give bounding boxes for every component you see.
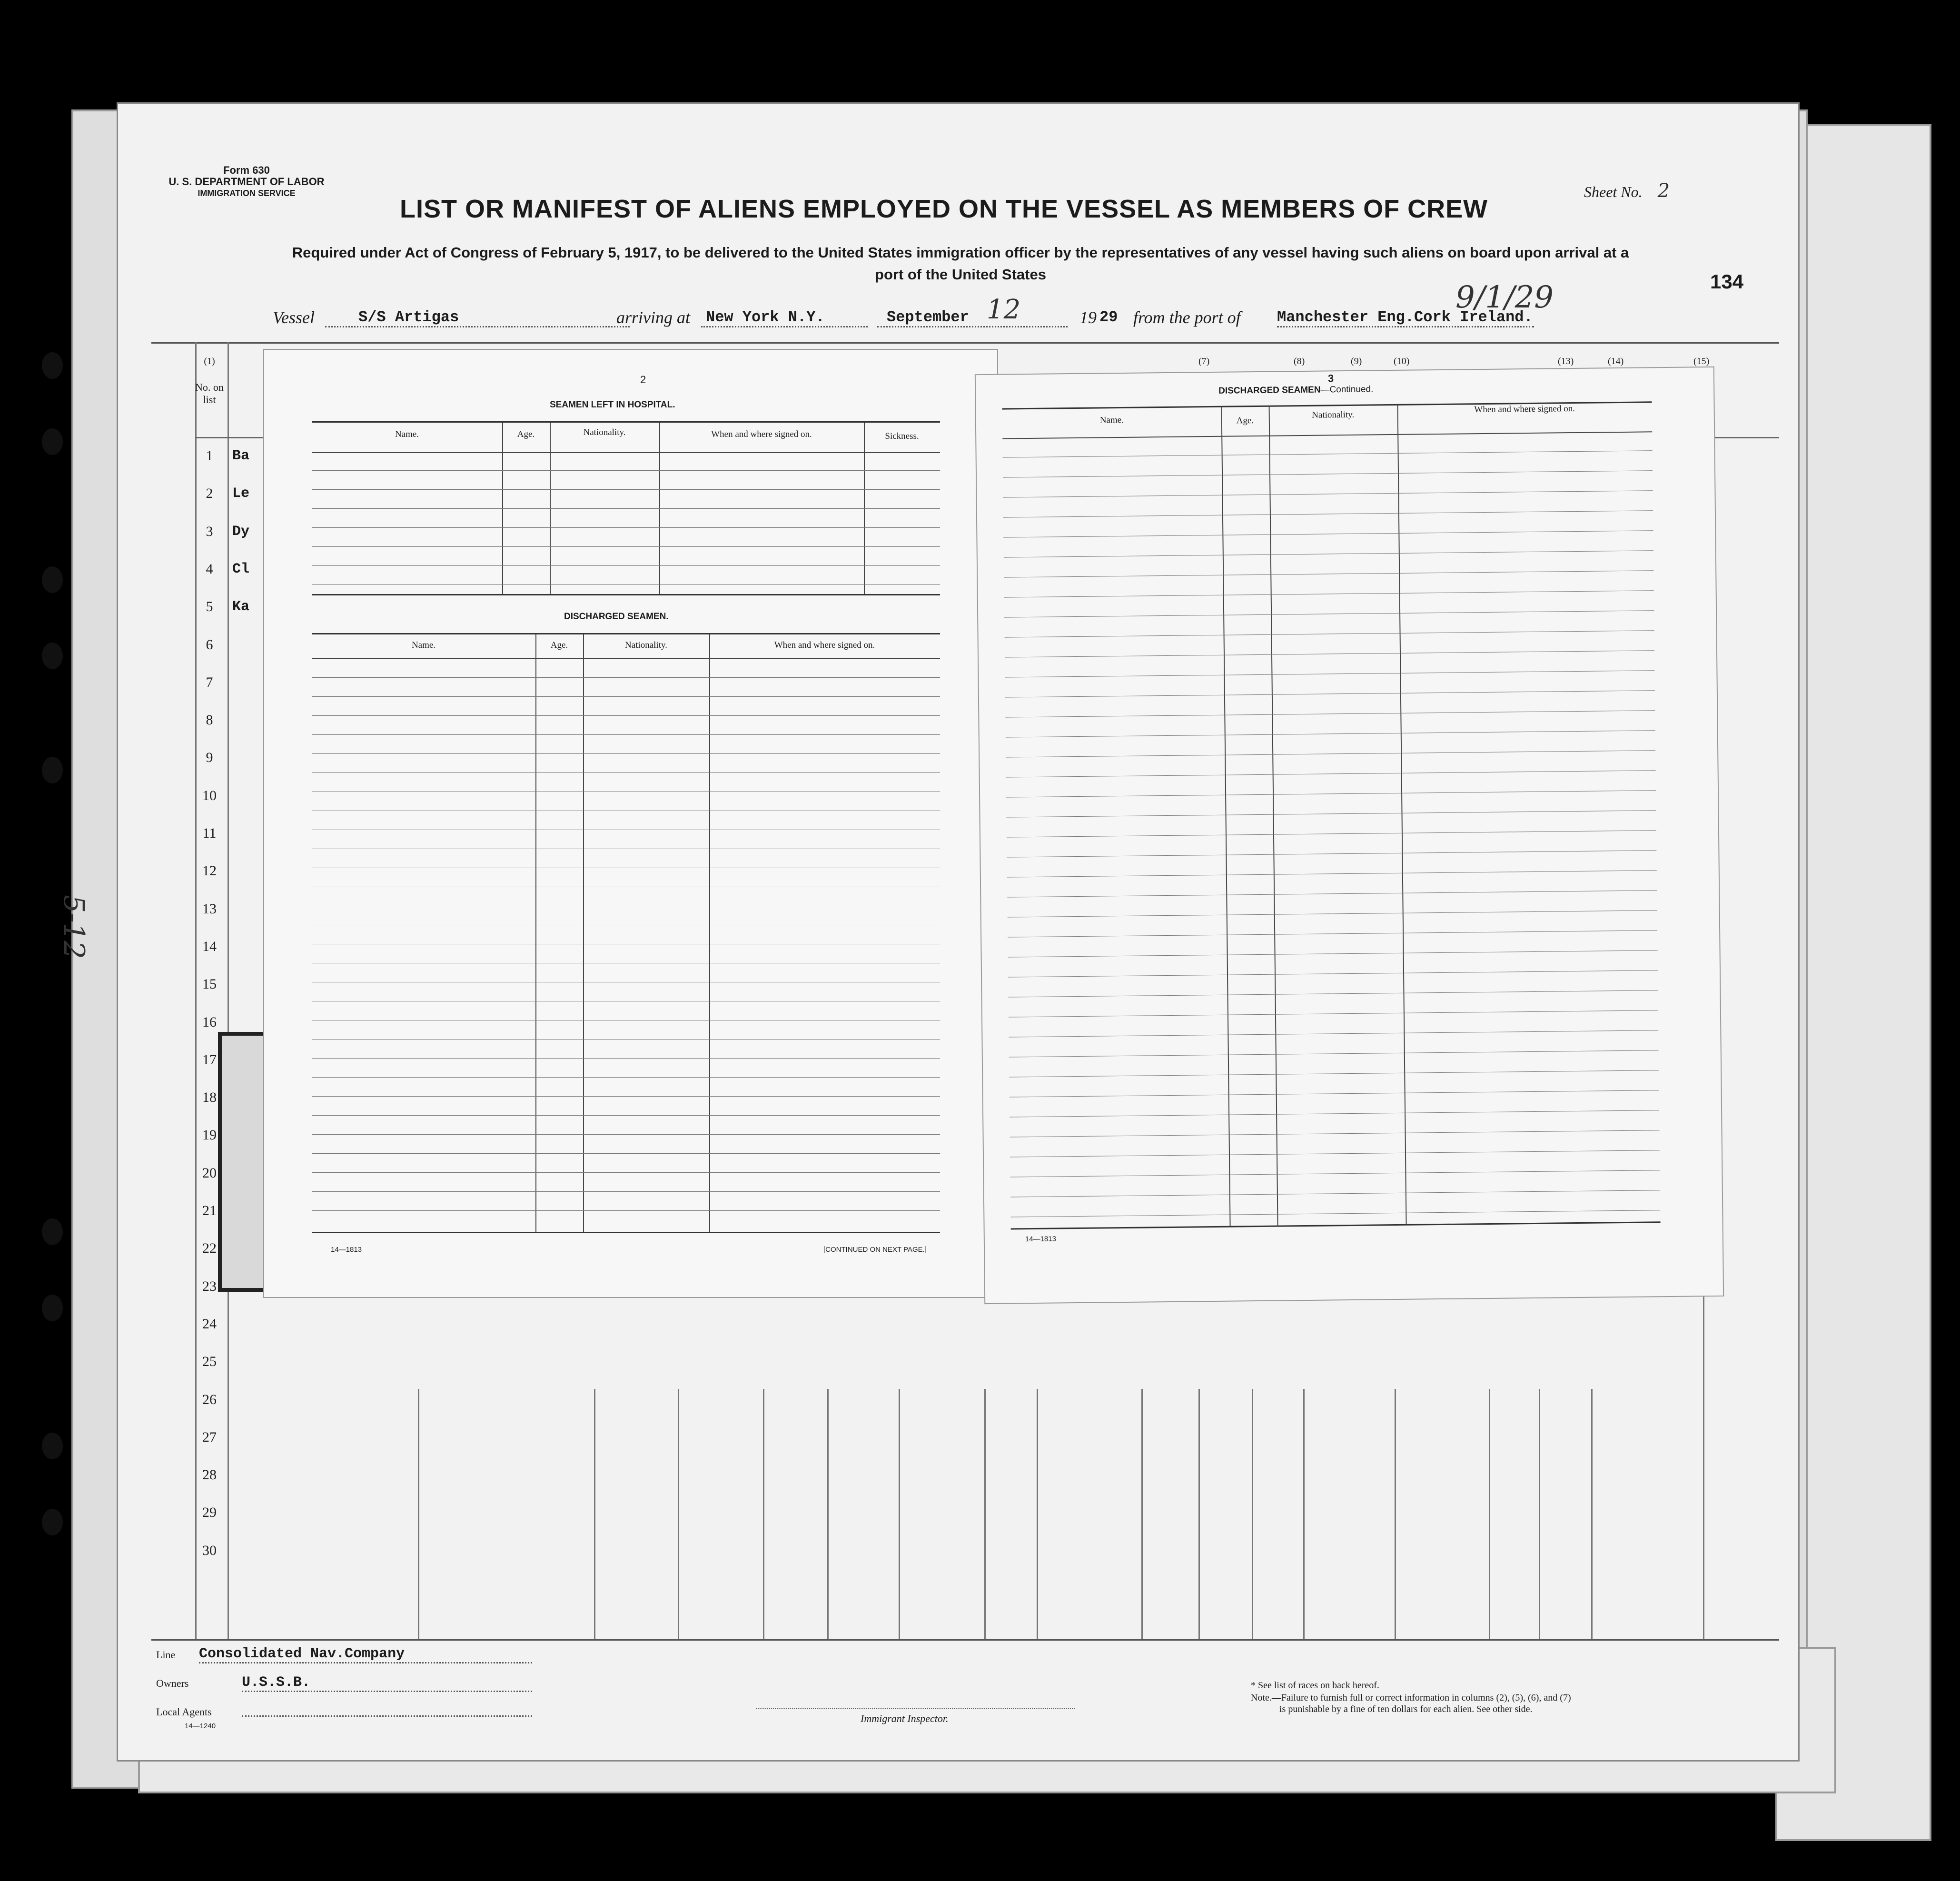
ruled-line bbox=[1008, 970, 1658, 977]
ruled-line bbox=[1010, 1090, 1659, 1097]
binder-hole bbox=[42, 352, 63, 379]
right-insert-page bbox=[976, 367, 1723, 1303]
ruled-line bbox=[312, 677, 940, 678]
owners-label: Owners bbox=[156, 1677, 189, 1689]
arrival-month: September bbox=[877, 308, 1068, 327]
row-number: 20 bbox=[202, 1165, 217, 1181]
binder-hole bbox=[42, 566, 63, 593]
from-label: from the port of bbox=[1133, 308, 1241, 327]
hospital-title: SEAMEN LEFT IN HOSPITAL. bbox=[550, 400, 675, 410]
ruled-line bbox=[312, 715, 940, 716]
subtitle-line-2: port of the United States bbox=[875, 266, 1046, 283]
ruled-line bbox=[1004, 590, 1654, 597]
ruled-line bbox=[312, 527, 940, 528]
ruled-line bbox=[312, 584, 940, 585]
line-label: Line bbox=[156, 1649, 176, 1661]
agents-value-line bbox=[242, 1715, 532, 1717]
ruled-line bbox=[1008, 910, 1657, 917]
row-number: 5 bbox=[206, 599, 213, 615]
row-number: 18 bbox=[202, 1089, 217, 1106]
form-subtitle bbox=[170, 242, 1751, 286]
year-prefix: 19 bbox=[1079, 308, 1097, 327]
penalty-note-1: Note.—Failure to furnish full or correct information in columns (2), (5), (6), and (7) bbox=[1251, 1693, 1571, 1703]
year-suffix: 29 bbox=[1099, 308, 1118, 326]
vessel-name: S/S Artigas bbox=[325, 308, 630, 327]
ruled-line bbox=[312, 1077, 940, 1078]
left-form-code: 14—1813 bbox=[331, 1246, 362, 1254]
right-header-age: Age. bbox=[1236, 416, 1254, 426]
ruled-line bbox=[312, 1191, 940, 1192]
partial-crew-name: Ka bbox=[232, 599, 250, 615]
left-insert-page bbox=[264, 350, 997, 1297]
right-column-header: (13) bbox=[1558, 356, 1574, 366]
row-number: 14 bbox=[202, 938, 217, 954]
ruled-line bbox=[312, 772, 940, 773]
ruled-line bbox=[1009, 990, 1658, 997]
departure-port: Manchester Eng.Cork Ireland. bbox=[1277, 308, 1534, 327]
right-column-header: (8) bbox=[1294, 356, 1305, 366]
row-number: 27 bbox=[202, 1429, 217, 1445]
form-info bbox=[166, 165, 327, 199]
partial-crew-name: Le bbox=[232, 485, 250, 502]
sheet-number-label bbox=[1584, 180, 1670, 202]
right-header-nationality: Nationality. bbox=[1312, 409, 1355, 420]
sheet-number: 2 bbox=[1657, 180, 1670, 202]
ruled-line bbox=[312, 753, 940, 754]
ruled-line bbox=[1009, 1070, 1659, 1077]
agents-code: 14—1240 bbox=[185, 1722, 216, 1730]
subtitle-line-1: Required under Act of Congress of February 5, 1917, to be delivered to the United States immigration officer by the representatives of any vessel having such aliens on board upon arrival at a bbox=[292, 244, 1629, 261]
col1-label: No. on list bbox=[195, 381, 224, 406]
partial-crew-name: Dy bbox=[232, 523, 250, 540]
discharged-header-nationality: Nationality. bbox=[625, 640, 667, 650]
right-insert-page-number: 3 bbox=[1327, 372, 1334, 385]
right-discharged-table bbox=[1002, 401, 1661, 1229]
ruled-line bbox=[1010, 1190, 1660, 1197]
ruled-line bbox=[312, 1153, 940, 1154]
hospital-header-name: Name. bbox=[395, 429, 419, 439]
ruled-line bbox=[312, 696, 940, 697]
ruled-line bbox=[312, 565, 940, 566]
ruled-line bbox=[1009, 1030, 1658, 1037]
page-number: 134 bbox=[1710, 270, 1744, 293]
ruled-line bbox=[1010, 1130, 1660, 1137]
inspector-label: Immigrant Inspector. bbox=[861, 1713, 949, 1724]
ruled-line bbox=[1006, 770, 1656, 777]
row-number: 15 bbox=[202, 976, 217, 992]
ruled-line bbox=[1006, 730, 1655, 737]
arrival-port: New York N.Y. bbox=[701, 308, 868, 327]
ruled-line bbox=[312, 1058, 940, 1059]
ruled-line bbox=[1005, 650, 1654, 657]
partial-crew-name: Cl bbox=[232, 561, 250, 577]
margin-note: 5-12 bbox=[57, 895, 90, 959]
row-number: 9 bbox=[206, 750, 213, 766]
ruled-line bbox=[312, 1096, 940, 1097]
ruled-line bbox=[1007, 890, 1657, 897]
row-number: 11 bbox=[202, 825, 217, 841]
discharged-title: DISCHARGED SEAMEN. bbox=[564, 612, 669, 622]
row-number: 23 bbox=[202, 1278, 217, 1294]
ruled-line bbox=[1007, 830, 1656, 837]
row-number: 12 bbox=[202, 863, 217, 879]
row-number: 6 bbox=[206, 636, 213, 653]
arrival-day: 12 bbox=[987, 294, 1021, 325]
ruled-line bbox=[1006, 750, 1655, 757]
ruled-line bbox=[312, 1172, 940, 1173]
agents-label: Local Agents bbox=[156, 1706, 212, 1718]
row-number: 30 bbox=[202, 1542, 217, 1558]
right-header-signed-on: When and where signed on. bbox=[1474, 403, 1575, 415]
row-number: 10 bbox=[202, 787, 217, 803]
row-number: 13 bbox=[202, 901, 217, 917]
binder-hole bbox=[42, 1218, 63, 1245]
ruled-line bbox=[312, 489, 940, 490]
ruled-line bbox=[1003, 510, 1653, 517]
row-number: 19 bbox=[202, 1127, 217, 1143]
arriving-label: arriving at bbox=[616, 308, 691, 327]
vessel-label: Vessel bbox=[273, 308, 315, 327]
right-column-header: (10) bbox=[1394, 356, 1410, 366]
penalty-note-2: is punishable by a fine of ten dollars for each alien. See other side. bbox=[1279, 1704, 1533, 1714]
col1-number: (1) bbox=[204, 356, 215, 366]
ruled-line bbox=[312, 470, 940, 471]
row-number: 1 bbox=[206, 448, 213, 464]
ruled-line bbox=[312, 734, 940, 735]
hospital-header-sickness: Sickness. bbox=[885, 431, 919, 441]
row-number: 22 bbox=[202, 1240, 217, 1257]
ruled-line bbox=[1009, 1010, 1658, 1017]
ruled-line bbox=[312, 546, 940, 547]
row-number: 8 bbox=[206, 712, 213, 728]
form-title: LIST OR MANIFEST OF ALIENS EMPLOYED ON THE VESSEL AS MEMBERS OF CREW bbox=[400, 195, 1488, 223]
col1-header bbox=[195, 356, 224, 406]
binder-hole bbox=[42, 1509, 63, 1535]
right-form-code: 14—1813 bbox=[1025, 1235, 1056, 1244]
binder-hole bbox=[42, 428, 63, 455]
line-value: Consolidated Nav.Company bbox=[199, 1646, 532, 1663]
hospital-header-nationality: Nationality. bbox=[583, 427, 626, 437]
races-note: * See list of races on back hereof. bbox=[1251, 1680, 1379, 1691]
binder-hole bbox=[42, 1295, 63, 1321]
ruled-line bbox=[312, 1115, 940, 1116]
form-service: IMMIGRATION SERVICE bbox=[198, 188, 296, 198]
right-header-name: Name. bbox=[1099, 415, 1124, 426]
sheet-label: Sheet No. bbox=[1584, 183, 1643, 200]
discharged-header-name: Name. bbox=[411, 640, 436, 650]
discharged-header-age: Age. bbox=[550, 640, 568, 650]
ruled-line bbox=[1005, 690, 1655, 697]
row-number: 4 bbox=[206, 561, 213, 577]
right-column-header: (14) bbox=[1608, 356, 1624, 366]
row-number: 2 bbox=[206, 485, 213, 502]
binder-hole bbox=[42, 757, 63, 783]
row-number: 25 bbox=[202, 1354, 217, 1370]
row-number: 29 bbox=[202, 1505, 217, 1521]
ruled-line bbox=[312, 1134, 940, 1135]
row-number: 17 bbox=[202, 1051, 217, 1068]
ruled-line bbox=[1010, 1210, 1660, 1217]
ruled-line bbox=[1005, 710, 1655, 717]
right-title-rest: —Continued. bbox=[1320, 384, 1374, 395]
ruled-line bbox=[1007, 870, 1657, 877]
right-column-header: (7) bbox=[1198, 356, 1210, 366]
ruled-line bbox=[1008, 950, 1658, 957]
inspector-signature-line bbox=[756, 1708, 1075, 1709]
ruled-line bbox=[1003, 450, 1653, 457]
row-number: 24 bbox=[202, 1316, 217, 1332]
ruled-line bbox=[1010, 1110, 1659, 1117]
row-number: 26 bbox=[202, 1391, 217, 1407]
footer bbox=[156, 1646, 1774, 1751]
row-number: 28 bbox=[202, 1467, 217, 1483]
form-number: Form 630 bbox=[223, 164, 270, 176]
discharged-header-signed-on: When and where signed on. bbox=[774, 640, 875, 650]
hospital-header-signed-on: When and where signed on. bbox=[711, 429, 812, 439]
stamp-date: 9/1/29 bbox=[1455, 280, 1554, 315]
owners-value: U.S.S.B. bbox=[242, 1674, 532, 1692]
ruled-line bbox=[1007, 810, 1656, 817]
ruled-line bbox=[312, 1210, 940, 1211]
ruled-line bbox=[1006, 790, 1656, 797]
ruled-line bbox=[1004, 570, 1653, 577]
ruled-line bbox=[1003, 470, 1653, 477]
discharged-table bbox=[312, 633, 940, 1233]
ruled-line bbox=[1005, 670, 1654, 677]
ruled-line bbox=[1004, 550, 1653, 557]
ruled-line bbox=[1003, 490, 1653, 497]
right-column-header: (9) bbox=[1351, 356, 1362, 366]
ruled-line bbox=[1007, 850, 1656, 857]
continued-note: [CONTINUED ON NEXT PAGE.] bbox=[823, 1246, 927, 1254]
binder-hole bbox=[42, 643, 63, 669]
form-department: U. S. DEPARTMENT OF LABOR bbox=[168, 176, 325, 188]
right-insert-title bbox=[1218, 384, 1373, 396]
partial-crew-name: Ba bbox=[232, 448, 250, 464]
ruled-line bbox=[312, 508, 940, 509]
right-title-bold: DISCHARGED SEAMEN bbox=[1218, 385, 1321, 396]
insert-page-number: 2 bbox=[640, 374, 646, 386]
right-column-header: (15) bbox=[1693, 356, 1710, 366]
ruled-line bbox=[1004, 610, 1654, 617]
ruled-line bbox=[1003, 530, 1653, 537]
ruled-line bbox=[1010, 1150, 1660, 1157]
ruled-line bbox=[1008, 930, 1657, 937]
row-number: 7 bbox=[206, 674, 213, 690]
row-number: 21 bbox=[202, 1203, 217, 1218]
hospital-table bbox=[312, 421, 940, 595]
hospital-header-age: Age. bbox=[517, 429, 535, 439]
ruled-line bbox=[1010, 1170, 1660, 1177]
row-number: 3 bbox=[206, 523, 213, 539]
binder-hole bbox=[42, 1433, 63, 1459]
row-number: 16 bbox=[202, 1014, 217, 1030]
ruled-line bbox=[1009, 1050, 1659, 1057]
ruled-line bbox=[1005, 630, 1654, 637]
ruled-line bbox=[312, 1039, 940, 1040]
